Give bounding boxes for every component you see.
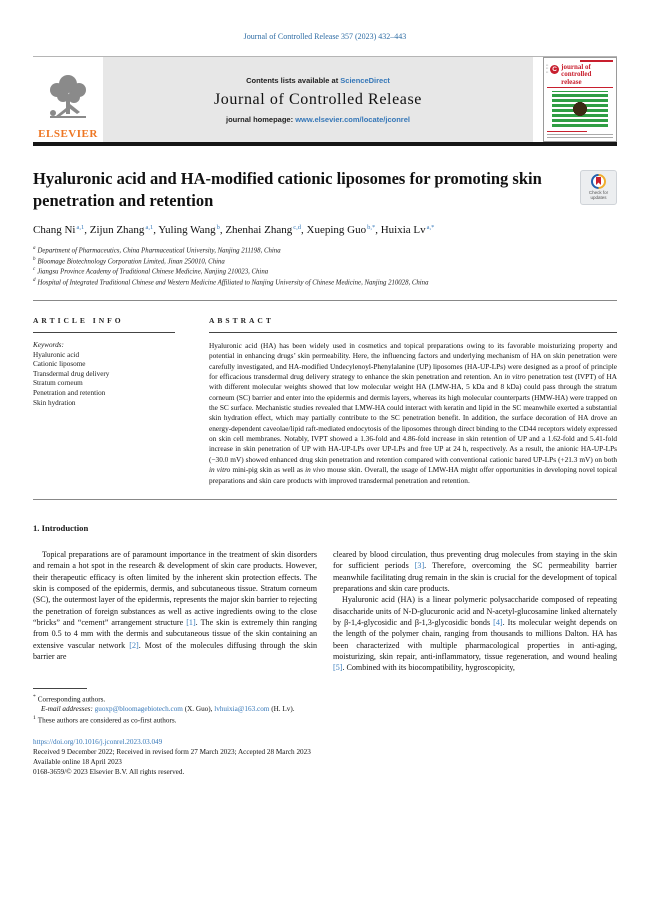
author-affil-sup: b,* — [367, 223, 376, 231]
homepage-line — [226, 115, 410, 124]
email-link-lv[interactable]: lvhuixia@163.com — [214, 704, 270, 713]
sciencedirect-link[interactable]: ScienceDirect — [340, 75, 390, 85]
author-affil-sup: a,1 — [145, 223, 154, 231]
doi-link[interactable]: https://doi.org/10.1016/j.jconrel.2023.03.049 — [33, 738, 163, 747]
author-affil-sup: a,* — [426, 223, 435, 231]
footnote-rule — [33, 688, 87, 689]
author-name: Zijun Zhang$^{a,1}$, — [89, 223, 159, 237]
cover-rule — [547, 87, 613, 88]
article-info-heading: ARTICLE INFO — [33, 316, 175, 333]
header-divider — [33, 142, 617, 146]
keyword-item: Cationic liposome — [33, 360, 86, 369]
journal-citation: Journal of Controlled Release 357 (2023) 432–443 — [243, 32, 407, 41]
intro-left-column — [33, 549, 317, 674]
contents-line — [246, 76, 390, 85]
issn-copyright: 0168-3659/© 2023 Elsevier B.V. All rights reserved. — [33, 768, 185, 777]
affiliation-list — [33, 245, 617, 287]
article-info-section — [33, 316, 175, 486]
intro-right-column — [333, 549, 617, 674]
check-for-updates-label: Check for updates — [588, 190, 609, 200]
contents-prefix: Contents lists available at — [246, 75, 341, 85]
footnotes — [33, 688, 617, 778]
email-addresses-note: E-mail addresses: guoxp@bloomagebiotech.com (X. Guo), lvhuixia@163.com (H. Lv). — [41, 704, 295, 713]
keyword-item: Hyaluronic acid — [33, 350, 80, 359]
cover-top-bar — [580, 60, 613, 62]
author-name: Chang Ni$^{a,1}$, — [33, 223, 90, 237]
email-label: E-mail addresses: — [41, 704, 93, 713]
cover-artwork — [552, 91, 608, 127]
keyword-item: Stratum corneum — [33, 379, 83, 388]
corresponding-authors-note: * Corresponding authors. — [33, 693, 106, 704]
intro-paragraph: cleared by blood circulation, thus preventing drug molecules from staying in the skin for sufficient periods [3]. Therefore, overcoming the SC permeability barrier meanwhile facilitating drug remain in the skin is crucial for the development of topical preparations and skin care products. — [333, 549, 617, 593]
intro-paragraph: Hyaluronic acid (HA) is a linear polymeric polysaccharide composed of repeating disaccharide units of N-D-glucuronic acid and N-acetyl-glucosamine linked alternately by β-1,4-glycosidic and β-1,3-glycosidic bonds [4]. Its molecular weight depends on the length of the polymer chain, ranging from thousands to millions Dalton. HA has been characterized with multiple pharmacological properties in anti-aging, moisturizing, skin repair, anti-inflammatory, tissue regeneration, and wound healing [5]. Combined with its biocompatibility, hygroscopicity, — [333, 595, 617, 673]
journal-cover-thumbnail[interactable] — [543, 57, 617, 142]
homepage-link[interactable]: www.elsevier.com/locate/jconrel — [295, 114, 410, 124]
intro-paragraph: Topical preparations are of paramount importance in the treatment of skin disorders and remain a hot spot in the research & development of skin care products. However, their therapeutic efficacy is often limited by the inherent skin protection effects. The skin is composed of the epidermis, dermis, and subcutaneous tissue. Stratum corneum (SC), the outermost layer of the epidermis, represents the major skin barrier to rejecting the penetration of foreign substances as well as active ingredients owing to the close “bricks” and “cement” arrangement structure [1]. The skin is extremely thin ranging from 0.5 to 4 mm with the dermis and subcutaneous tissue of the skin containing an extensive vascular network [2]. Most of the molecules diffusing through the skin barrier are — [33, 549, 318, 661]
journal-title: Journal of Controlled Release — [213, 90, 423, 108]
cover-side-text: ▪▪ ▪▪ ▪▪ — [546, 62, 549, 74]
journal-article-page — [0, 32, 650, 777]
crossmark-icon — [591, 174, 606, 189]
author-name: Zhenhai Zhang$^{c,d}$, — [225, 223, 307, 237]
journal-banner — [103, 57, 533, 142]
received-dates: Received 9 December 2022; Received in revised form 27 March 2023; Accepted 28 March 2023 — [33, 748, 311, 757]
author-affil-sup: c,d — [293, 223, 301, 231]
abstract-section — [209, 316, 617, 486]
keywords-list — [33, 351, 175, 409]
email-link-guo[interactable]: guoxp@bloomagebiotech.com — [94, 704, 183, 713]
affiliation-item: $^d$ Hospital of Integrated Traditional Chinese and Western Medicine Affiliated to Nanjing University of Chinese Medicine, Nanjing 210028, China — [33, 277, 429, 286]
author-list — [33, 224, 617, 237]
homepage-prefix: journal homepage: — [226, 114, 296, 124]
affiliation-item: $^c$ Jiangsu Province Academy of Traditional Chinese Medicine, Nanjing 210023, China — [33, 267, 269, 276]
affiliation-item: $^a$ Department of Pharmaceutics, China Pharmaceutical University, Nanjing 211198, China — [33, 246, 281, 255]
keyword-item: Transdermal drug delivery — [33, 369, 110, 378]
author-affil-sup: b — [216, 223, 220, 231]
available-online-date: Available online 18 April 2023 — [33, 758, 122, 767]
elsevier-logo[interactable] — [33, 57, 103, 142]
cover-logo-icon: C — [550, 65, 559, 74]
author-name: Huixia $Lv^{a,*}$ — [380, 223, 435, 237]
check-for-updates-button[interactable] — [580, 170, 617, 205]
author-name: Xueping Guo$^{b,*}$, — [306, 223, 381, 237]
abstract-heading: ABSTRACT — [209, 316, 617, 333]
abstract-text: Hyaluronic acid (HA) has been widely used in cosmetics and topical preparations owing to its favorable moisturizing property and potential in enhancing drugs’ skin permeability. Here, the influencing factors and underlying mechanism of HA on skin penetration were carefully investigated, and HA-modified Undecylenoyl-Phenylalanine (UP) liposomes (HA-UP-LPs) were designed as a proof of principle for efficacious transdermal drug delivery strategy to enhance the skin penetration and retention. An in vitro penetration test (IVPT) of HA with different molecular weights showed that low molecular weight HA (LMW-HA, 5 kDa and 8 kDa) could pass through the stratum corneum (SC) barrier and enter into the epidermis and dermis layers, whereas its high molecular counterparts (HMW-HA) were trapped on the SC surface. Mechanistic studies revealed that LMW-HA could interact with keratin and lipid in the SC meanwhile exerted a substantial skin hydration effect, which may partially contribute to the SC penetration benefit. In addition, the surface decoration of HA drove an energy-dependent caveolae/lipid raft-mediated endocytosis of the liposomes through direct binding to the CD44 receptors widely expressed on skin cell membranes. Notably, IVPT showed a 1.36-fold and 4.86-fold increase in skin retention of UP and a 1.62-fold and 5.41-fold increase in skin penetration of UP with HA-UP-LPs over UP-LPs and free UP at 24 h, respectively. As a result, the anionic HA-UP-LPs (−30.0 mV) showed enhanced drug skin penetration and retention compared with conventional cationic bared UP-LPs (+21.3 mV) on both in vitro mini-pig skin as well as in vivo mouse skin. Overall, the usage of LMW-HA might offer opportunities in developing novel topical preparations and skin care products with improved transdermal penetration and retention. — [209, 341, 618, 485]
cofirst-authors-note: $^1$ These authors are considered as co-first authors. — [33, 715, 177, 725]
keywords-label: Keywords: — [33, 341, 64, 350]
elsevier-wordmark: ELSEVIER — [38, 128, 98, 140]
cover-title: journal of controlled release — [561, 62, 592, 86]
author-name: Yuling Wang$^b$, — [158, 223, 226, 237]
keyword-item: Skin hydration — [33, 398, 76, 407]
article-title: Hyaluronic acid and HA-modified cationic liposomes for promoting skin penetration and retention — [33, 168, 542, 210]
keyword-item: Penetration and retention — [33, 389, 106, 397]
meta-bottom-rule — [33, 499, 617, 500]
elsevier-tree-icon — [42, 70, 94, 128]
cover-footer — [547, 129, 613, 138]
journal-header — [33, 56, 617, 142]
section-heading-introduction: 1. Introduction — [33, 522, 89, 533]
author-affil-sup: a,1 — [76, 223, 85, 231]
affiliation-item: $^b$ Bloomage Biotechnology Corporation Limited, Jinan 250010, China — [33, 256, 225, 265]
